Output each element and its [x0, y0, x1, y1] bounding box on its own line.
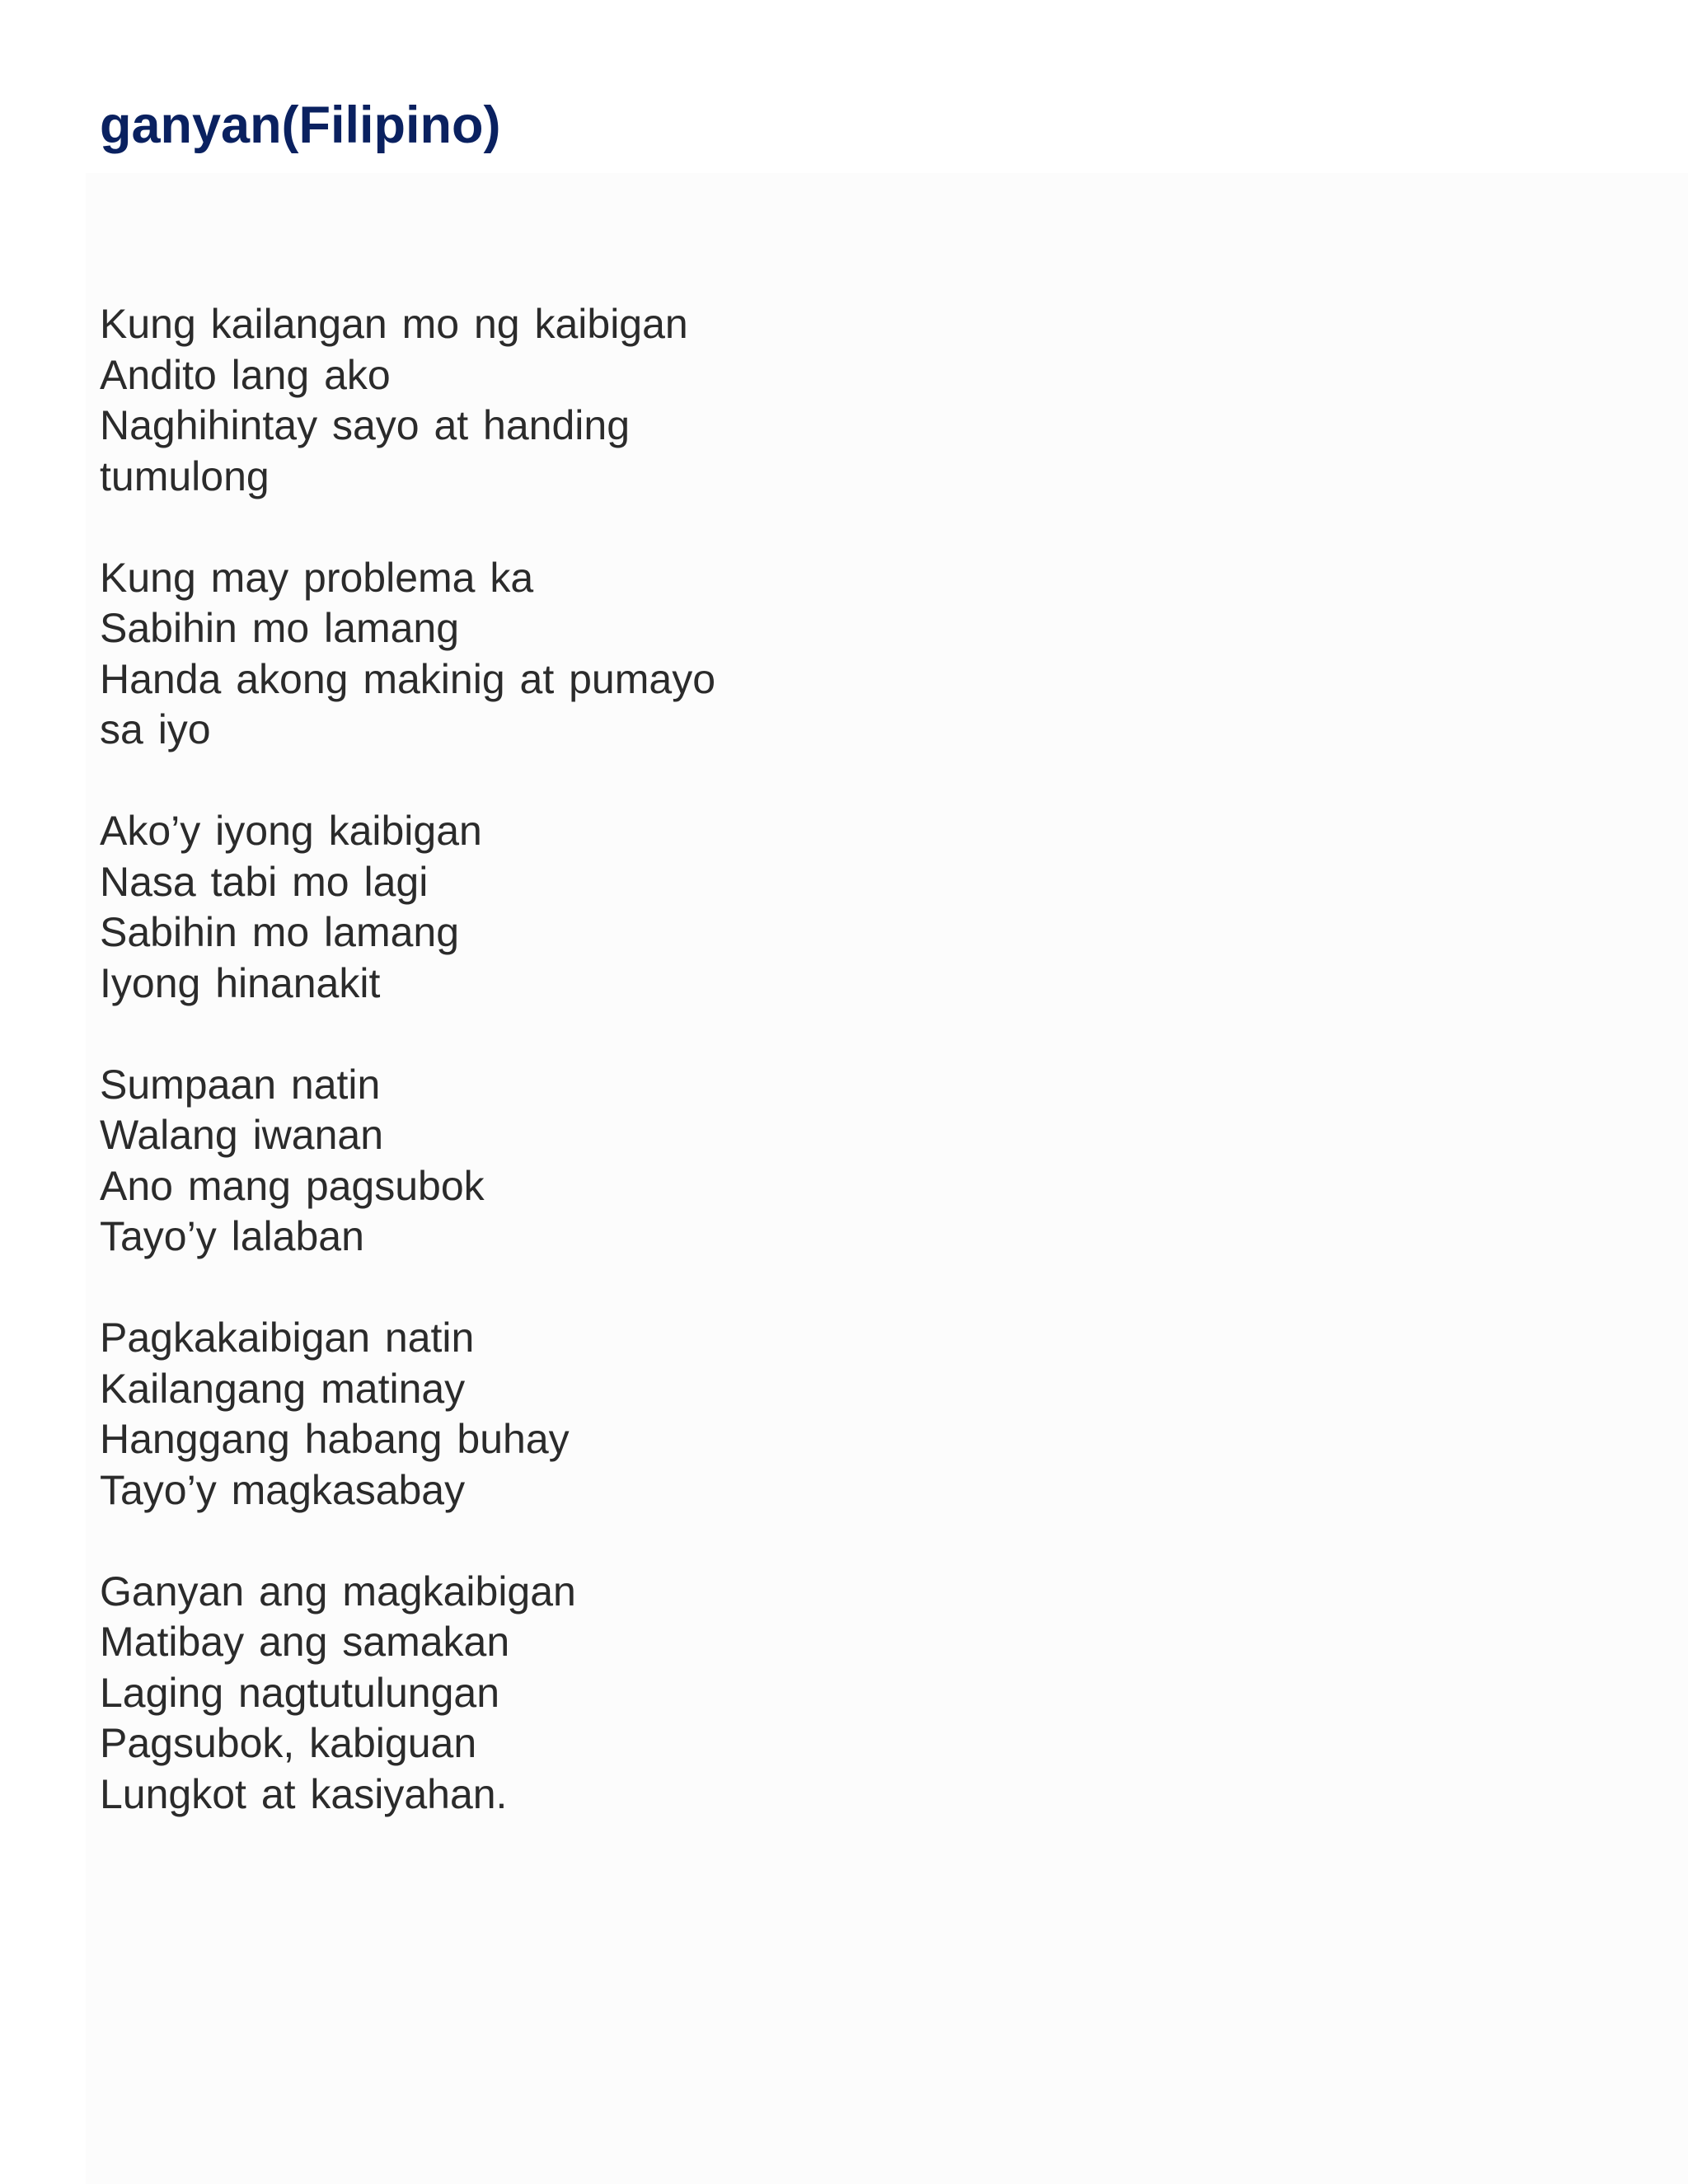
poem-line: Handa akong makinig at pumayo	[100, 655, 716, 702]
poem-line: Ano mang pagsubok	[100, 1162, 485, 1209]
document-title: ganyan(Filipino)	[100, 96, 501, 154]
stanza-4	[100, 1060, 842, 1263]
poem-line: Ako’y iyong kaibigan	[100, 808, 482, 854]
poem-line: Sabihin mo lamang	[100, 909, 460, 955]
poem-line: Matibay ang samakan	[100, 1619, 510, 1665]
poem-line: Pagkakaibigan natin	[100, 1315, 475, 1361]
poem-line: Sumpaan natin	[100, 1061, 381, 1108]
stanza-3	[100, 806, 842, 1009]
poem-line: Lungkot at kasiyahan.	[100, 1770, 508, 1817]
stanza-6	[100, 1567, 842, 1821]
poem-line: Iyong hinanakit	[100, 959, 381, 1006]
poem-line: Naghihintay sayo at handing	[100, 402, 631, 448]
poem-line: Andito lang ako	[100, 351, 391, 398]
poem-line: Walang iwanan	[100, 1112, 384, 1158]
poem-line: Sabihin mo lamang	[100, 605, 460, 651]
poem-line: Hanggang habang buhay	[100, 1416, 570, 1462]
poem-line: Laging nagtutulungan	[100, 1669, 500, 1716]
stanza-5	[100, 1313, 842, 1516]
poem-line: Kung may problema ka	[100, 554, 534, 601]
poem-line: Nasa tabi mo lagi	[100, 858, 429, 905]
poem-line: Ganyan ang magkaibigan	[100, 1568, 576, 1615]
poem-line: Tayo’y lalaban	[100, 1213, 364, 1259]
poem-line: tumulong	[100, 452, 270, 499]
poem-body	[100, 299, 842, 1871]
poem-line: sa iyo	[100, 706, 211, 752]
poem-line: Kung kailangan mo ng kaibigan	[100, 301, 688, 347]
stanza-1	[100, 299, 842, 502]
poem-line: Pagsubok, kabiguan	[100, 1720, 477, 1766]
stanza-2	[100, 553, 842, 756]
poem-line: Tayo’y magkasabay	[100, 1466, 466, 1513]
poem-line: Kailangang matinay	[100, 1365, 466, 1412]
